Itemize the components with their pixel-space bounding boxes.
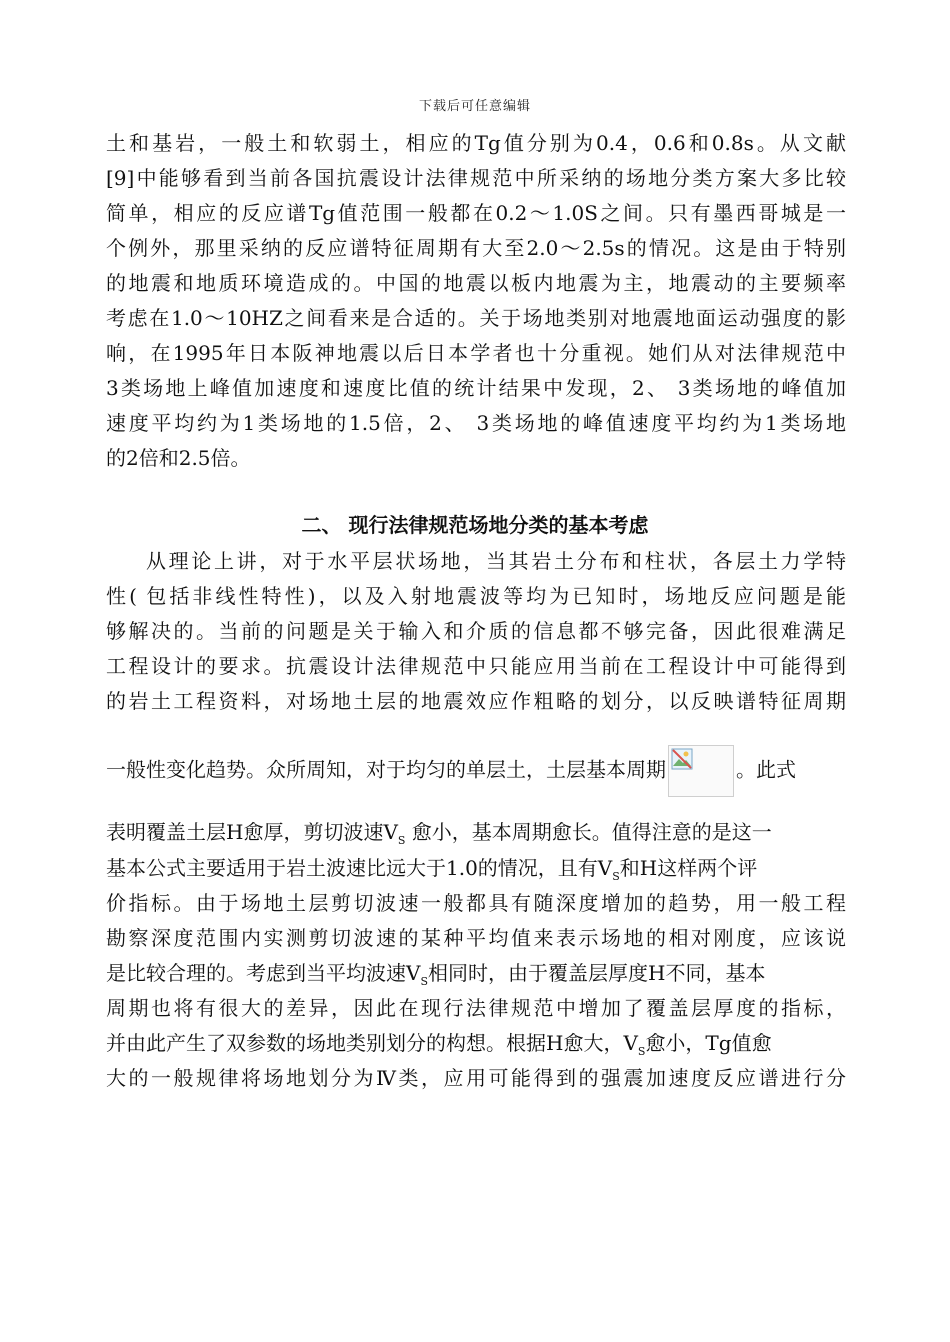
text-line: 3类场地上峰值加速度和速度比值的统计结果中发现，2、 3类场地的峰值加 bbox=[106, 376, 846, 400]
subscript: S bbox=[637, 1045, 646, 1058]
text-line: 从理论上讲，对于水平层状场地，当其岩土分布和柱状，各层土力学特 bbox=[146, 549, 846, 573]
text-line: 个例外，那里采纳的反应谱特征周期有大至2.0～2.5s的情况。这是由于特别 bbox=[106, 236, 846, 260]
page-header: 下载后可任意编辑 bbox=[418, 99, 531, 114]
text-segment: 愈小，Tg值愈 bbox=[645, 1031, 772, 1055]
text-line: 响，在1995年日本阪神地震以后日本学者也十分重视。她们从对法律规范中 bbox=[106, 341, 846, 365]
text-segment: 基本公式主要适用于岩土波速比远大于1.0的情况，且有V bbox=[106, 856, 613, 880]
text-line bbox=[106, 817, 846, 856]
text-line: 土和基岩，一般土和软弱土，相应的Tg值分别为0.4，0.6和0.8s。从文献 bbox=[106, 131, 846, 155]
text-line: 工程设计的要求。抗震设计法律规范中只能应用当前在工程设计中可能得到 bbox=[106, 654, 846, 678]
text-line: 的2倍和2.5倍。 bbox=[106, 446, 251, 470]
section-heading: 二、 现行法律规范场地分类的基本考虑 bbox=[301, 513, 649, 537]
text-line: 价指标。由于场地土层剪切波速一般都具有随深度增加的趋势，用一般工程 bbox=[106, 891, 846, 915]
text-line bbox=[106, 1028, 846, 1067]
formula-line-text: 一般性变化趋势。众所周知，对于均匀的单层土，土层基本周期 bbox=[106, 757, 666, 782]
text-line bbox=[106, 958, 846, 997]
text-line: 大的一般规律将场地划分为Ⅳ类，应用可能得到的强震加速度反应谱进行分 bbox=[106, 1066, 846, 1090]
text-line: 的地震和地质环境造成的。中国的地震以板内地震为主，地震动的主要频率 bbox=[106, 271, 846, 295]
text-line: 考虑在1.0～10HZ之间看来是合适的。关于场地类别对地震地面运动强度的影 bbox=[106, 306, 846, 330]
text-line bbox=[106, 853, 846, 892]
formula-line-tail: 。此式 bbox=[736, 757, 796, 782]
subscript: S bbox=[420, 975, 428, 988]
text-segment: 表明覆盖土层H愈厚，剪切波速V bbox=[106, 820, 398, 844]
text-segment: 愈小，基本周期愈长。值得注意的是这一 bbox=[405, 820, 772, 844]
text-line: 简单，相应的反应谱Tg值范围一般都在0.2～1.0S之间。只有墨西哥城是一 bbox=[106, 201, 846, 225]
text-line: 速度平均约为1类场地的1.5倍，2、 3类场地的峰值速度平均约为1类场地 bbox=[106, 411, 846, 435]
text-line: [9]中能够看到当前各国抗震设计法律规范中所采纳的场地分类方案大多比较 bbox=[106, 166, 846, 190]
subscript: S bbox=[612, 870, 620, 883]
text-segment: 并由此产生了双参数的场地类别划分的构想。根据H愈大，V bbox=[106, 1031, 638, 1055]
text-line: 够解决的。当前的问题是关于输入和介质的信息都不够完备，因此很难满足 bbox=[106, 619, 846, 643]
text-line: 的岩土工程资料，对场地土层的地震效应作粗略的划分，以反映谱特征周期 bbox=[106, 689, 846, 713]
text-line: 勘察深度范围内实测剪切波速的某种平均值来表示场地的相对刚度，应该说 bbox=[106, 926, 846, 950]
text-segment: 相同时，由于覆盖层厚度H不同，基本 bbox=[428, 961, 766, 985]
text-line: 性( 包括非线性特性)，以及入射地震波等均为已知时，场地反应问题是能 bbox=[106, 584, 846, 608]
text-segment: 和H这样两个评 bbox=[619, 856, 758, 880]
text-line-with-formula bbox=[106, 745, 846, 797]
text-line: 周期也将有很大的差异，因此在现行法律规范中增加了覆盖层厚度的指标， bbox=[106, 996, 846, 1020]
broken-image-icon bbox=[668, 745, 734, 797]
text-segment: 是比较合理的。考虑到当平均波速V bbox=[106, 961, 421, 985]
subscript: S bbox=[397, 834, 406, 847]
